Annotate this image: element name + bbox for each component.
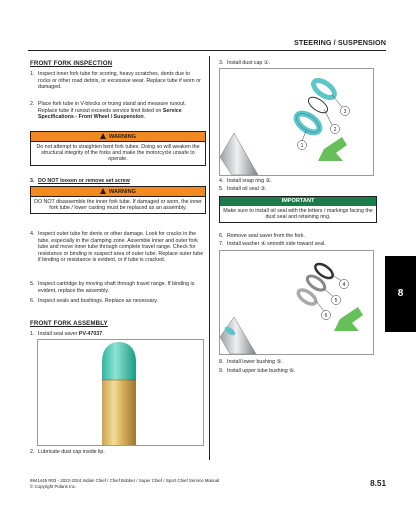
footer-copyright: © Copyright Polaris Inc.	[30, 484, 77, 489]
inspection-step-4: 4. Inspect outer tube for dents or other damage. Look for cracks in the tube, especially in the clamping zone. Assemble inner and outer fork tube and move inner tube through complete travel range. Check for resistance or binding in suspect area of outer tube. Replace outer tube if binding or resistance is evident, or if tube is cracked.	[30, 231, 204, 263]
inspection-step-5: 5. Inspect cartridge by moving shaft through travel range. If binding is evident, replace the assembly.	[30, 281, 195, 294]
direction-arrow-icon	[318, 137, 347, 161]
assembly-step-5: 5. Install oil seal ③.	[219, 186, 267, 192]
section-title: STEERING / SUSPENSION	[294, 38, 386, 47]
column-divider	[209, 56, 210, 460]
assembly-step-8: 8. Install lower bushing ⑤.	[219, 359, 283, 365]
callout-4: 4	[342, 281, 346, 288]
warning-text: Do not attempt to straighten bent fork tubes. Doing so will weaken the structural integrity of the forks and make the motorcycle unsafe to operate.	[36, 143, 200, 163]
footer-manual-line: 9941445 R03 - 2022-2024 Indian Chief / Chief Bobber / Super Chief / Sport Chief Service Manual	[30, 478, 220, 483]
inspection-heading: FRONT FORK INSPECTION	[30, 60, 113, 67]
callout-6: 6	[324, 312, 328, 319]
assembly-step-9: 9. Install upper tube bushing ⑥.	[219, 368, 296, 374]
inspection-step-3: 3. DO NOT loosen or remove set screw	[30, 178, 130, 184]
assembly-heading: FRONT FORK ASSEMBLY	[30, 320, 108, 327]
important-header: IMPORTANT	[220, 197, 376, 206]
assembly-step-1: 1. Install seal saver PV-47037.	[30, 331, 104, 337]
warning-triangle-icon	[100, 133, 106, 139]
callout-1: 1	[300, 142, 304, 149]
callout-3: 3	[343, 108, 347, 115]
assembly-step-4: 4. Install snap ring ②.	[219, 178, 272, 184]
important-box	[219, 196, 377, 223]
important-text: Make sure to install oil seal with the letters / markings facing the dust seal and retaining ring.	[223, 207, 373, 220]
dust-cap-install-illustration	[220, 69, 373, 175]
dust-cap-figure	[219, 68, 374, 176]
inspection-step-1: 1. Inspect inner fork tube for scoring, heavy scratches, dents due to rocks or other road debris, or excessive wear. Replace tube if worn or damaged.	[30, 71, 201, 90]
fork-tube-with-seal-saver-illustration	[38, 340, 203, 445]
warning-box-bent-tubes	[30, 131, 206, 166]
inspection-step-6: 6. Inspect seals and bushings. Replace as necessary.	[30, 298, 159, 304]
warning-box-inner-tube	[30, 186, 206, 214]
callout-5: 5	[334, 297, 338, 304]
header-rule	[28, 50, 386, 51]
warning-header: WARNING	[31, 187, 205, 197]
inspection-step-2: 2. Place fork tube in V-blocks or truing stand and measure runout. Replace tube if runout exceeds service limit listed on Service Specifications - Front Wheel / Suspension.	[30, 101, 187, 120]
warning-header: WARNING	[31, 132, 205, 142]
direction-arrow-icon	[334, 307, 363, 331]
assembly-step-7: 7. Install washer ④ smooth side toward seal.	[219, 241, 326, 247]
washer-figure	[219, 250, 374, 355]
warning-text: DO NOT disassemble the inner fork tube. If damaged or worn, the inner fork tube / lower casting must be replaced as an assembly.	[34, 198, 202, 211]
washer-bushing-install-illustration	[220, 251, 373, 354]
warning-triangle-icon	[100, 188, 106, 194]
seal-saver-image	[37, 339, 204, 446]
callout-2: 2	[333, 126, 337, 133]
assembly-step-2: 2. Lubricate dust cap inside lip.	[30, 449, 105, 455]
page-number: 8.51	[370, 479, 386, 488]
chapter-tab: 8	[385, 256, 416, 332]
assembly-step-3: 3. Install dust cap ①.	[219, 60, 271, 66]
assembly-step-6: 6. Remove seal saver from the fork.	[219, 233, 306, 239]
